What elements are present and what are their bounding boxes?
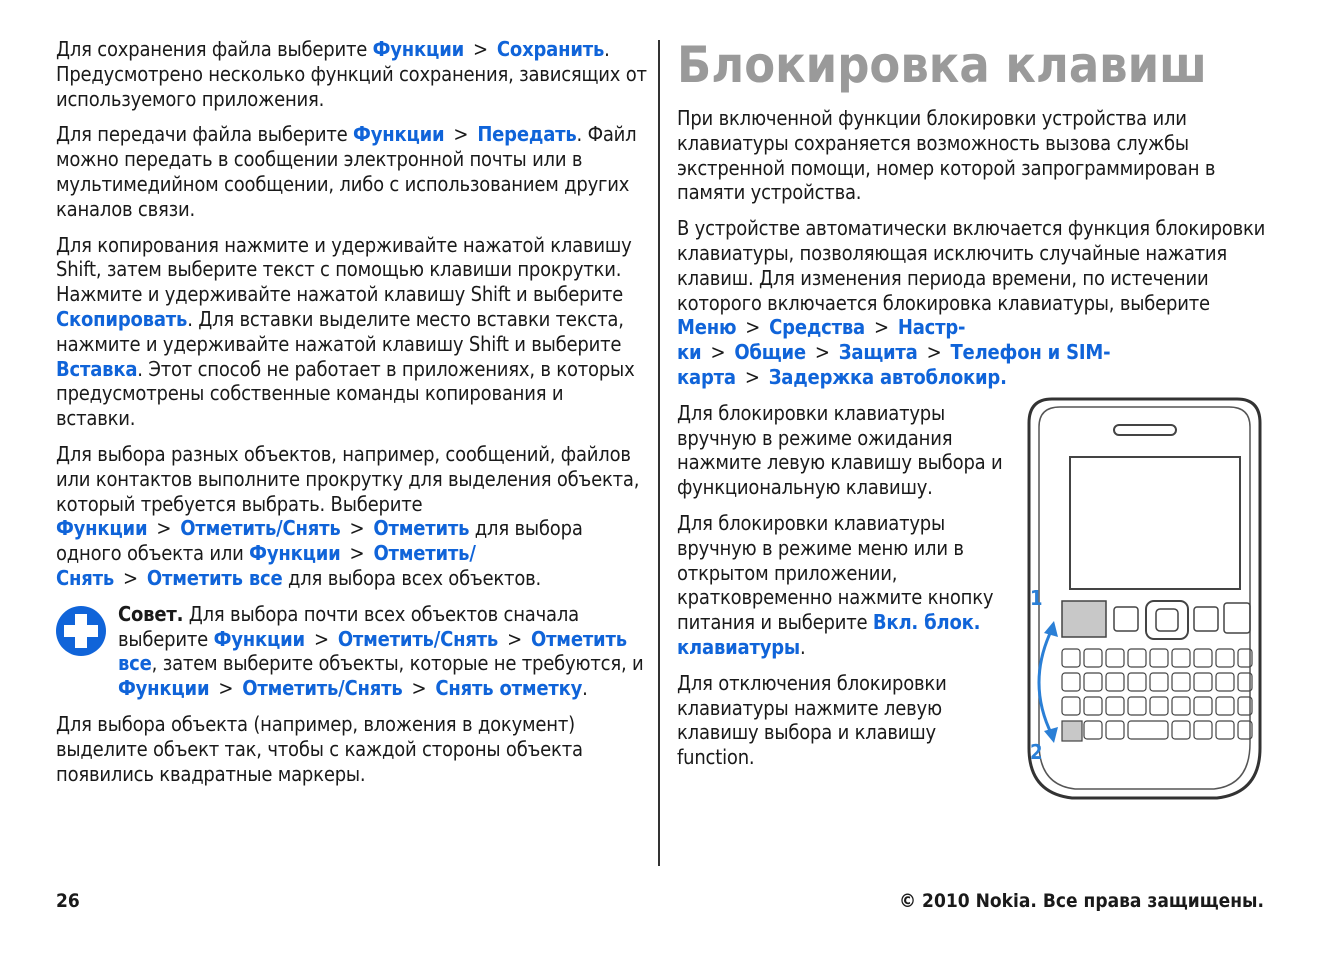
path-separator: > bbox=[814, 340, 830, 365]
menu-link-phone-sim: Телефон и SIM-карта bbox=[677, 340, 1111, 389]
menu-link-tools: Средства bbox=[769, 315, 865, 340]
menu-link-security: Защита bbox=[838, 340, 918, 365]
text: . Для вставки выделите место вставки текста, нажмите и удерживайте нажатой клавишу Shift и выберите bbox=[56, 306, 624, 356]
text: Для копирования нажмите и удерживайте нажатой клавишу Shift, затем выберите текст с помощью клавиши прокрутки. Нажмите и удерживайте нажатой клавишу Shift и выберите bbox=[56, 232, 632, 307]
paragraph-select bbox=[56, 442, 648, 591]
menu-link-functions: Функции bbox=[249, 541, 341, 566]
tip-plus-icon bbox=[56, 606, 106, 656]
menu-link-mark: Отметить bbox=[373, 516, 470, 541]
tip-box bbox=[56, 602, 648, 701]
left-column bbox=[56, 37, 648, 797]
menu-link-mark-unmark: Отметить/Снять bbox=[180, 516, 341, 541]
menu-link-general: Общие bbox=[734, 340, 806, 365]
paragraph-object: Для выбора объекта (например, вложения в документ) выделите объект так, чтобы с каждой стороны объекта появились квадратные маркеры. bbox=[56, 711, 583, 786]
figure-label-1: 1 bbox=[1030, 586, 1043, 610]
menu-link-unmark: Снять отметку bbox=[435, 676, 583, 701]
text: для выбора одного объекта или bbox=[56, 516, 583, 566]
menu-link-functions: Функции bbox=[372, 37, 465, 61]
menu-link-mark-all: Отметить все bbox=[118, 626, 627, 676]
column-divider bbox=[658, 40, 660, 866]
paragraph-unlock: Для отключения блокировки клавиатуры нажмите левую клавишу выбора и клавишу function. bbox=[677, 670, 947, 770]
menu-link-paste: Вставка bbox=[56, 356, 138, 381]
path-separator: > bbox=[710, 340, 726, 365]
menu-link-copy: Скопировать bbox=[56, 306, 188, 331]
text: . bbox=[799, 634, 806, 659]
menu-link-functions: Функции bbox=[353, 122, 445, 147]
menu-link-send: Передать bbox=[477, 122, 577, 147]
paragraph-send bbox=[56, 122, 648, 221]
menu-link-mark-unmark: Отметить/Снять bbox=[337, 626, 499, 651]
path-separator: > bbox=[744, 364, 760, 389]
text: . Предусмотрено несколько функций сохранения, зависящих от используемого приложения. bbox=[56, 37, 647, 111]
path-separator: > bbox=[745, 315, 761, 340]
menu-link-mark-all: Отметить все bbox=[146, 565, 283, 590]
path-separator: > bbox=[926, 340, 942, 365]
menu-link-autolock-delay: Задержка автоблокир. bbox=[768, 364, 1007, 389]
page-number: 26 bbox=[56, 890, 80, 912]
path-separator: > bbox=[473, 37, 488, 61]
text: Для сохранения файла выберите bbox=[56, 37, 373, 61]
text: . Этот способ не работает в приложениях, в которых предусмотрены собственные команды копирования и вставки. bbox=[56, 356, 635, 431]
path-separator: > bbox=[873, 315, 889, 340]
path-separator: > bbox=[349, 541, 365, 566]
menu-link-lock-keypad: Вкл. блок. клавиатуры bbox=[677, 610, 981, 659]
figure-label-2: 2 bbox=[1030, 740, 1043, 764]
phone-keypad-illustration bbox=[1022, 393, 1267, 803]
text: Для выбора разных объектов, например, сообщений, файлов или контактов выполните прокрутку для выделения объекта, который требуется выбрать. Выберите bbox=[56, 441, 640, 516]
paragraph-lock-idle: Для блокировки клавиатуры вручную в режиме ожидания нажмите левую клавишу выбора и функциональную клавишу. bbox=[677, 400, 1003, 500]
paragraph-emergency: При включенной функции блокировки устройства или клавиатуры сохраняется возможность вызова службы экстренной помощи, номер которой запрограммирован в памяти устройства. bbox=[677, 106, 1216, 205]
menu-link-settings: Настр-ки bbox=[677, 315, 966, 365]
menu-link-mark-unmark: Отметить/Снять bbox=[242, 676, 403, 701]
path-separator: > bbox=[507, 626, 522, 651]
text: Для блокировки клавиатуры вручную в режиме меню или в открытом приложении, кратковременно нажмите кнопку питания и выберите bbox=[677, 510, 994, 635]
menu-link-save: Сохранить bbox=[496, 37, 605, 61]
menu-link-mark-unmark: Отметить/ Снять bbox=[56, 541, 476, 590]
paragraph-autolock bbox=[677, 216, 1271, 390]
paragraph-lock-menu bbox=[677, 511, 1017, 660]
menu-link-functions: Функции bbox=[56, 516, 148, 541]
copyright-notice: © 2010 Nokia. Все права защищены. bbox=[899, 890, 1264, 912]
path-separator: > bbox=[453, 122, 469, 147]
text: В устройстве автоматически включается функция блокировки клавиатуры, позволяющая исключить случайные нажатия клавиш. Для изменения периода времени, по истечении которого включается блокировка клавиатуры, выберите bbox=[677, 216, 1266, 315]
menu-link-functions: Функции bbox=[118, 676, 210, 701]
path-separator: > bbox=[313, 626, 329, 651]
text: Для выбора почти всех объектов сначала выберите bbox=[118, 601, 579, 651]
text: Для передачи файла выберите bbox=[56, 122, 354, 147]
text: . Файл можно передать в сообщении электронной почты или в мультимедийном сообщении, либо с использованием других каналов связи. bbox=[56, 122, 637, 221]
paragraph-save bbox=[56, 37, 648, 111]
tip-lead: Совет. bbox=[118, 601, 184, 626]
path-separator: > bbox=[156, 516, 172, 541]
menu-link-functions: Функции bbox=[213, 626, 305, 651]
path-separator: > bbox=[411, 676, 427, 701]
paragraph-copy bbox=[56, 233, 648, 431]
section-title: Блокировка клавиш bbox=[677, 36, 1207, 94]
menu-link-menu: Меню bbox=[677, 315, 737, 340]
path-separator: > bbox=[218, 676, 234, 701]
text: . bbox=[582, 676, 588, 701]
path-separator: > bbox=[123, 565, 138, 590]
path-separator: > bbox=[349, 516, 365, 541]
text: , затем выберите объекты, которые не требуются, и bbox=[151, 651, 644, 676]
text: для выбора всех объектов. bbox=[282, 565, 542, 590]
